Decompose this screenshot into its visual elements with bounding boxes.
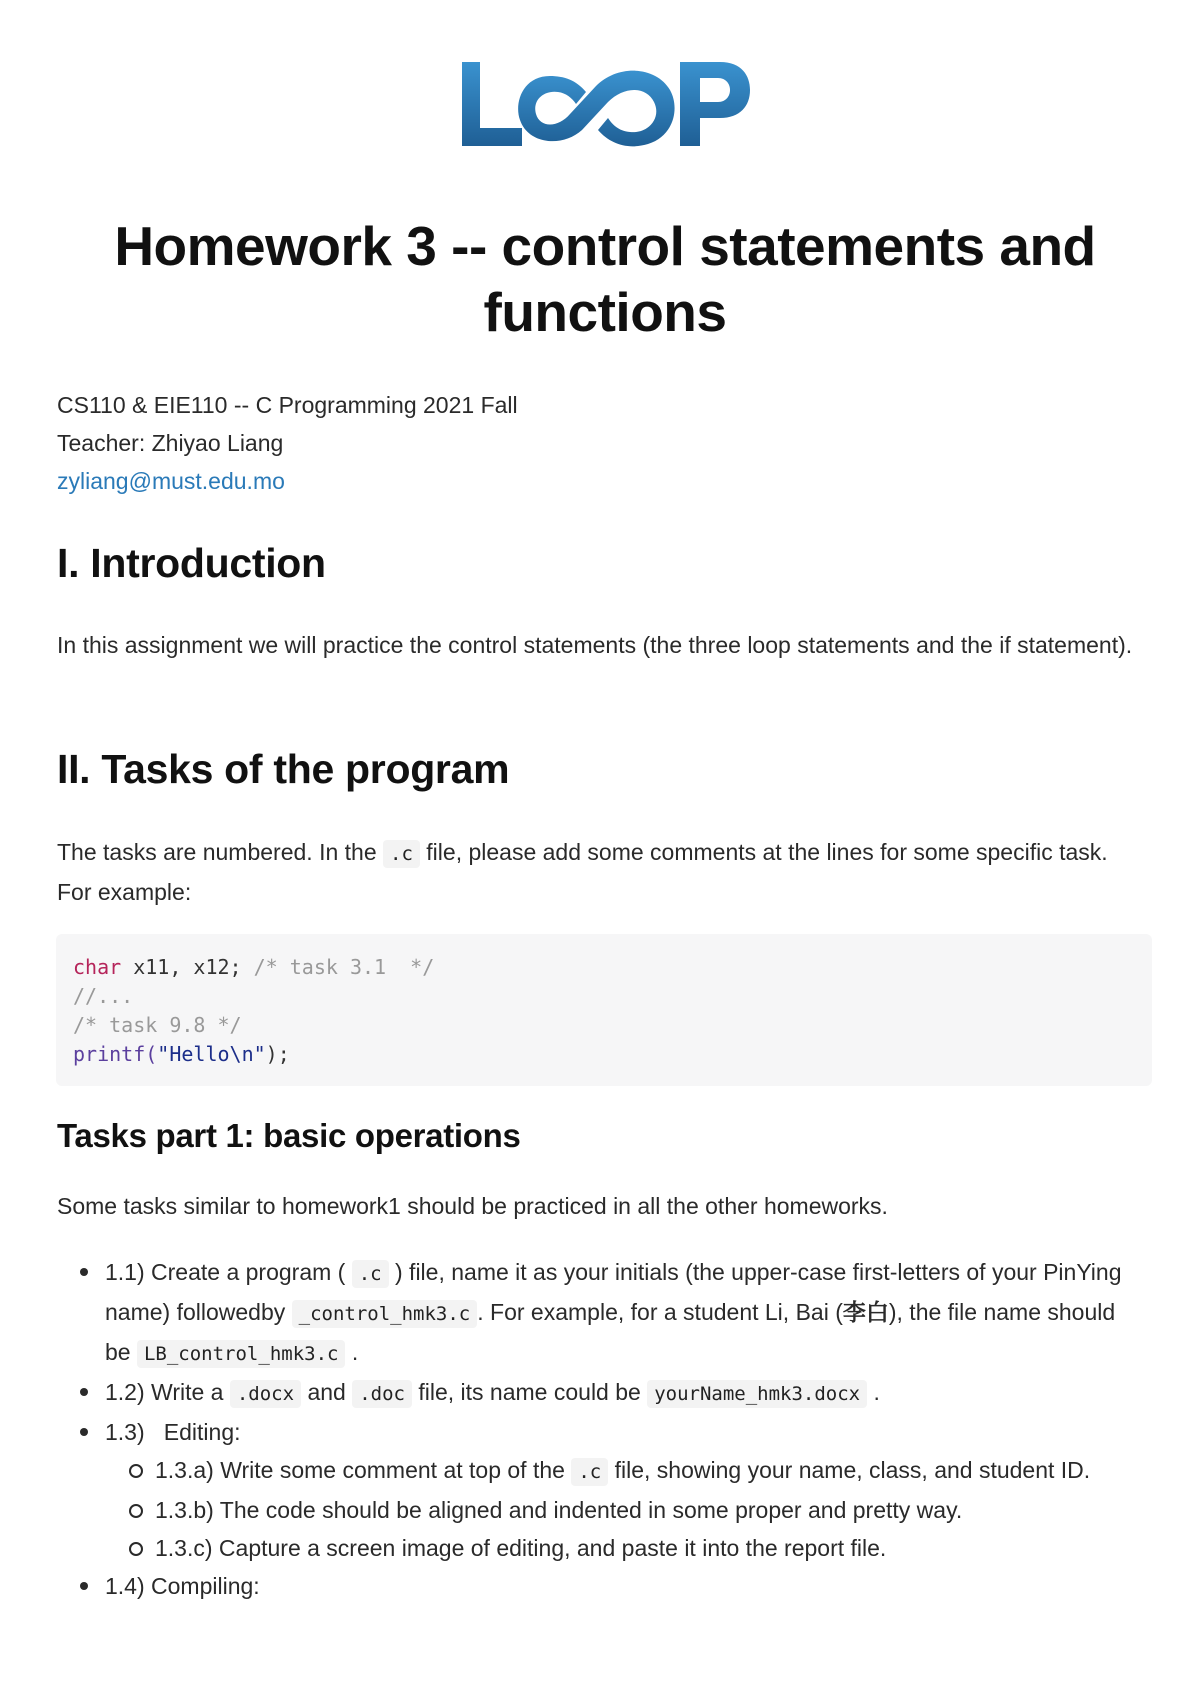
inline-code: .c: [571, 1458, 608, 1486]
item-text: 1.3) Editing:: [105, 1419, 241, 1445]
list-item: [57, 1373, 1147, 1413]
item-text: .: [351, 1339, 359, 1365]
item-text: . For example, for a student Li, Bai (: [477, 1299, 843, 1325]
tasks-text-after: file, please add some comments at the lines for some specific task. For example:: [57, 839, 1108, 905]
course-name: CS110 & EIE110 -- C Programming 2021 Fall: [57, 392, 518, 418]
list-item: [57, 1253, 1147, 1373]
list-item: [57, 1413, 1147, 1567]
item-text: .: [873, 1379, 880, 1405]
item-text: 1.3.c) Capture a screen image of editing, and paste it into the report file.: [155, 1535, 887, 1561]
page-title: Homework 3 -- control statements and functions: [114, 215, 1096, 343]
item-text: 1.3.a) Write some comment at top of the: [155, 1457, 565, 1483]
inline-code: .doc: [352, 1380, 412, 1408]
inline-code: LB_control_hmk3.c: [137, 1340, 345, 1368]
course-meta: [57, 386, 518, 500]
loop-logo: [458, 56, 752, 154]
code-paren: (: [145, 1042, 158, 1066]
item-text: 1.3.b) The code should be aligned and indented in some proper and pretty way.: [155, 1497, 963, 1523]
item-text: file, showing your name, class, and student ID.: [614, 1457, 1091, 1483]
item-text: file, its name could be: [418, 1379, 641, 1405]
item-text: 1.2) Write a: [105, 1379, 224, 1405]
teacher-name: Teacher: Zhiyao Liang: [57, 430, 284, 456]
inline-code: _control_hmk3.c: [292, 1300, 478, 1328]
code-string: "Hello\n": [157, 1042, 266, 1066]
code-text: x11, x12;: [121, 955, 254, 979]
sub-list-item: [105, 1491, 1147, 1529]
code-comment: /* task 3.1 */: [253, 955, 435, 979]
inline-code: yourName_hmk3.docx: [647, 1380, 867, 1408]
task-list: [57, 1253, 1147, 1605]
list-item: [57, 1567, 1147, 1605]
code-function: printf: [73, 1042, 146, 1066]
heading-tasks: II. Tasks of the program: [57, 746, 510, 792]
email-link[interactable]: zyliang@must.edu.mo: [57, 468, 285, 494]
sub-list: [105, 1451, 1147, 1567]
intro-paragraph: In this assignment we will practice the control statements (the three loop statements and the if statement).: [57, 632, 1133, 658]
item-text: 1.4) Compiling:: [105, 1573, 260, 1599]
part1-intro: Some tasks similar to homework1 should be practiced in all the other homeworks.: [57, 1193, 888, 1219]
inline-code: .c: [352, 1260, 389, 1288]
code-text: );: [265, 1042, 290, 1066]
item-text: and: [307, 1379, 346, 1405]
item-text: ) file, name it as your initials (the upper-case first-letters of your PinYing name) followedby: [105, 1259, 1122, 1325]
sub-list-item: [105, 1451, 1147, 1491]
code-comment: /* task 9.8 */: [73, 1013, 242, 1037]
inline-code: .docx: [230, 1380, 301, 1408]
code-block: [56, 934, 1152, 1086]
sub-list-item: [105, 1529, 1147, 1567]
tasks-paragraph: [57, 833, 1147, 911]
inline-code: .c: [383, 840, 420, 868]
code-comment: //...: [73, 984, 134, 1008]
cjk-name: 李白: [842, 1299, 889, 1325]
heading-introduction: I. Introduction: [57, 540, 326, 586]
code-keyword: char: [73, 955, 122, 979]
item-text: 1.1) Create a program (: [105, 1259, 346, 1285]
item-text: ), the file name should be: [105, 1299, 1116, 1365]
tasks-text-before: The tasks are numbered. In the: [57, 839, 377, 865]
heading-part1: Tasks part 1: basic operations: [57, 1117, 521, 1154]
